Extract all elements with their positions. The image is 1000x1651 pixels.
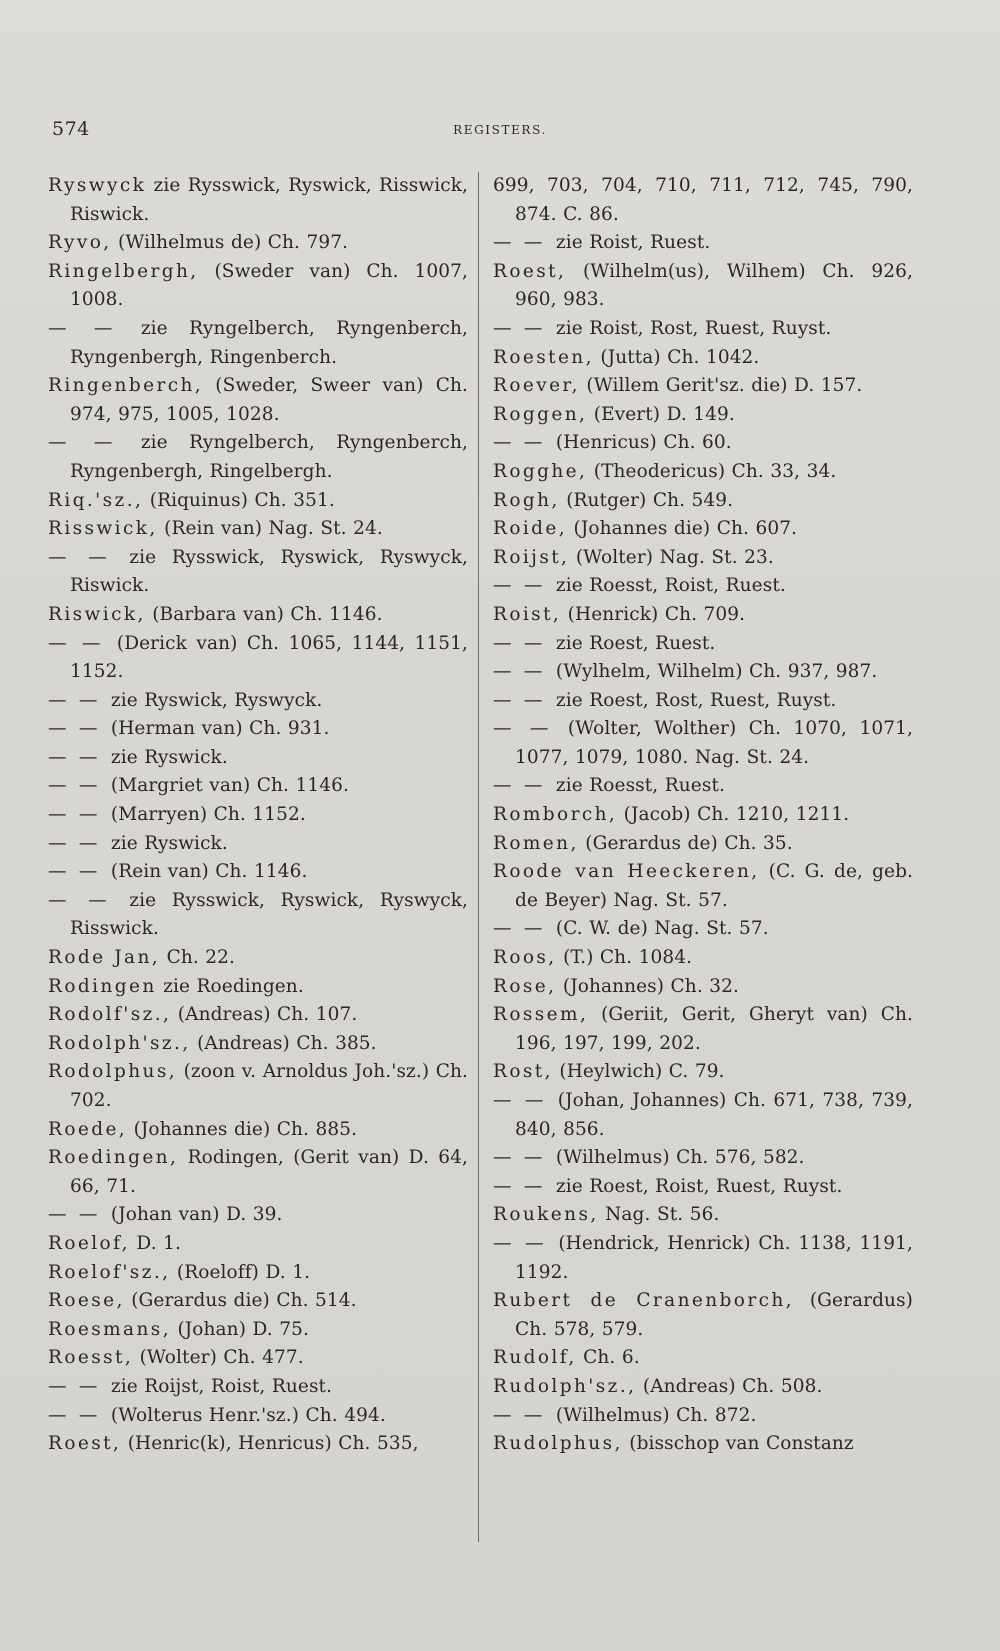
- page-number: 574: [52, 118, 90, 140]
- entry-reference: (zoon v. Arnoldus Joh.'sz.) Ch. 702.: [70, 1061, 468, 1111]
- entry-reference: D. 1.: [129, 1232, 182, 1254]
- index-entry: [48, 944, 468, 973]
- ditto-mark: — —: [48, 1404, 101, 1426]
- ditto-mark: — —: [48, 718, 101, 740]
- entry-reference: (Willem Gerit'sz. die) D. 157.: [579, 375, 863, 397]
- entry-reference: (Wylhelm, Wilhelm) Ch. 937, 987.: [549, 661, 878, 683]
- entry-reference: (Johan van) D. 39.: [104, 1204, 283, 1226]
- index-entry: [48, 544, 468, 601]
- index-entry: [48, 1430, 468, 1459]
- index-entry: [493, 1201, 913, 1230]
- entry-reference: (Evert) D. 149.: [587, 403, 735, 425]
- entry-reference: Nag. St. 56.: [598, 1204, 720, 1226]
- entry-reference: (Gerardus) Ch. 578, 579.: [515, 1290, 913, 1340]
- entry-reference: Rodingen, (Gerit van) D. 64, 66, 71.: [70, 1147, 468, 1197]
- ditto-mark: — —: [493, 1232, 547, 1254]
- index-entry: [48, 744, 468, 773]
- entry-reference: (Wolter, Wolther) Ch. 1070, 1071, 1077, 1079, 1080. Nag. St. 24.: [515, 718, 913, 768]
- entry-reference: (Hendrick, Henrick) Ch. 1138, 1191, 1192.: [515, 1232, 913, 1283]
- ditto-mark: — —: [493, 432, 546, 454]
- entry-reference: (Henrick) Ch. 709.: [561, 603, 746, 625]
- ditto-mark: — —: [493, 317, 546, 339]
- entry-reference: (Andreas) Ch. 385.: [190, 1032, 377, 1054]
- entry-reference: (Heylwich) C. 79.: [552, 1061, 725, 1083]
- index-entry: [493, 858, 913, 915]
- entry-name: Ringelbergh,: [48, 260, 199, 282]
- ditto-mark: — —: [493, 661, 546, 683]
- entry-name: Rodolphus,: [48, 1061, 178, 1083]
- entry-reference: (Margriet van) Ch. 1146.: [104, 775, 349, 797]
- ditto-mark: — —: [493, 775, 546, 797]
- entry-name: Riq.'sz.,: [48, 489, 144, 511]
- ditto-mark: — —: [48, 1375, 101, 1397]
- entry-reference: (Rutger) Ch. 549.: [559, 489, 734, 511]
- index-entry: [493, 1430, 913, 1459]
- index-entry: [493, 1230, 913, 1287]
- entry-name: Roide,: [493, 518, 568, 540]
- entry-name: Roest,: [48, 1433, 122, 1455]
- entry-name: Rogghe,: [493, 460, 588, 482]
- index-entry: [493, 944, 913, 973]
- entry-reference: (Sweder, Sweer van) Ch. 974, 975, 1005, 1028.: [70, 375, 468, 425]
- entry-reference: zie Roesst, Roist, Ruest.: [549, 575, 786, 597]
- ditto-mark: — —: [48, 832, 101, 854]
- entry-name: Roijst,: [493, 546, 570, 568]
- entry-reference: zie Ryswick.: [104, 746, 228, 768]
- entry-reference: zie Roist, Rost, Ruest, Ruyst.: [549, 317, 832, 339]
- entry-reference: zie Roest, Roist, Ruest, Ruyst.: [549, 1175, 843, 1197]
- index-entry: [493, 344, 913, 373]
- index-entry: [493, 458, 913, 487]
- index-entry: [493, 515, 913, 544]
- entry-reference: (Theodericus) Ch. 33, 34.: [587, 460, 837, 482]
- ditto-mark: — —: [48, 632, 104, 654]
- entry-name: Rubert de Cranenborch,: [493, 1290, 794, 1312]
- index-entry: [493, 1287, 913, 1344]
- index-entry: [493, 172, 913, 229]
- index-entry: [48, 858, 468, 887]
- ditto-mark: — —: [493, 1175, 546, 1197]
- index-entry: [493, 315, 913, 344]
- index-entry: [493, 915, 913, 944]
- index-column-left: [48, 172, 468, 1459]
- entry-name: Romborch,: [493, 804, 618, 826]
- entry-reference: (Andreas) Ch. 508.: [636, 1375, 823, 1397]
- index-entry: [48, 1344, 468, 1373]
- index-entry: [493, 601, 913, 630]
- ditto-mark: — —: [493, 718, 552, 740]
- index-entry: [493, 1373, 913, 1402]
- ditto-mark: — —: [493, 232, 546, 254]
- entry-name: Roode van Heeckeren,: [493, 861, 760, 883]
- entry-reference: (Rein van) Nag. St. 24.: [157, 518, 383, 540]
- entry-reference: (Johannes die) Ch. 607.: [567, 518, 798, 540]
- entry-reference: (Rein van) Ch. 1146.: [104, 861, 308, 883]
- index-entry: [493, 1144, 913, 1173]
- index-entry: [493, 1001, 913, 1058]
- entry-reference: zie Rysswick, Ryswick, Risswick, Riswick.: [70, 175, 468, 225]
- entry-reference: (Wolter) Ch. 477.: [133, 1347, 304, 1369]
- index-entry: [48, 1287, 468, 1316]
- index-entry: [48, 1058, 468, 1115]
- entry-reference: Ch. 22.: [160, 947, 236, 969]
- index-entry: [493, 630, 913, 659]
- entry-reference: (Geriit, Gerit, Gheryt van) Ch. 196, 197, 199, 202.: [515, 1004, 913, 1054]
- ditto-mark: — —: [48, 432, 116, 454]
- index-entry: [493, 1173, 913, 1202]
- index-entry: [48, 229, 468, 258]
- entry-reference: (Wolterus Henr.'sz.) Ch. 494.: [104, 1404, 386, 1426]
- entry-name: Rossem,: [493, 1004, 589, 1026]
- index-entry: [48, 772, 468, 801]
- entry-reference: (C. W. de) Nag. St. 57.: [549, 918, 769, 940]
- entry-reference: (bisschop van Constanz: [622, 1433, 854, 1455]
- index-entry: [493, 487, 913, 516]
- index-entry: [48, 1402, 468, 1431]
- ditto-mark: — —: [48, 775, 101, 797]
- index-entry: [493, 401, 913, 430]
- entry-name: Roese,: [48, 1290, 125, 1312]
- entry-name: Rogh,: [493, 489, 560, 511]
- entry-reference: zie Ryswick, Ryswyck.: [104, 689, 323, 711]
- entry-reference: (Johannes die) Ch. 885.: [127, 1118, 358, 1140]
- entry-name: Roest,: [493, 260, 567, 282]
- entry-name: Roist,: [493, 603, 562, 625]
- index-entry: [48, 601, 468, 630]
- entry-reference: (Johan) D. 75.: [170, 1318, 309, 1340]
- ditto-mark: — —: [48, 1204, 101, 1226]
- index-entry: [48, 487, 468, 516]
- entry-name: Ryvo,: [48, 232, 112, 254]
- entry-reference: zie Roest, Rost, Ruest, Ruyst.: [549, 689, 837, 711]
- index-entry: [48, 715, 468, 744]
- entry-name: Roesten,: [493, 346, 594, 368]
- index-entry: [493, 658, 913, 687]
- entry-reference: zie Ryngelberch, Ryngenberch, Ryngenbergh, Ringelbergh.: [70, 432, 468, 482]
- entry-reference: (Gerardus de) Ch. 35.: [578, 832, 793, 854]
- entry-reference: (Wilhelmus de) Ch. 797.: [111, 232, 349, 254]
- index-entry: [48, 1116, 468, 1145]
- entry-name: Romen,: [493, 832, 579, 854]
- entry-reference: (Marryen) Ch. 1152.: [104, 804, 306, 826]
- ditto-mark: — —: [493, 689, 546, 711]
- entry-reference: (Wilhelmus) Ch. 576, 582.: [549, 1147, 805, 1169]
- entry-reference: (Johannes) Ch. 32.: [556, 975, 740, 997]
- index-entry: [48, 372, 468, 429]
- index-entry: [48, 630, 468, 687]
- entry-name: Roesmans,: [48, 1318, 171, 1340]
- index-entry: [493, 715, 913, 772]
- index-entry: [48, 1201, 468, 1230]
- index-entry: [48, 315, 468, 372]
- index-entry: [493, 1344, 913, 1373]
- entry-reference: zie Rysswick, Ryswick, Ryswyck, Riswick.: [70, 546, 468, 597]
- index-entry: [48, 830, 468, 859]
- entry-name: Roelof,: [48, 1232, 130, 1254]
- entry-reference: zie Ryswick.: [104, 832, 228, 854]
- index-entry: [48, 801, 468, 830]
- entry-name: Roos,: [493, 947, 557, 969]
- entry-name: Roelof'sz.,: [48, 1261, 171, 1283]
- index-entry: [493, 1402, 913, 1431]
- entry-reference: zie Roedingen.: [156, 975, 304, 997]
- ditto-mark: — —: [48, 746, 101, 768]
- ditto-mark: — —: [48, 689, 101, 711]
- entry-reference: 699, 703, 704, 710, 711, 712, 745, 790, 874. C. 86.: [493, 175, 913, 225]
- entry-name: Ringenberch,: [48, 375, 204, 397]
- entry-name: Rode Jan,: [48, 947, 161, 969]
- index-entry: [48, 515, 468, 544]
- entry-reference: zie Roesst, Ruest.: [549, 775, 725, 797]
- index-entry: [493, 1058, 913, 1087]
- entry-reference: (Herman van) Ch. 931.: [104, 718, 330, 740]
- entry-reference: (Jacob) Ch. 1210, 1211.: [617, 804, 850, 826]
- entry-name: Roggen,: [493, 403, 588, 425]
- entry-name: Rost,: [493, 1061, 553, 1083]
- entry-name: Roede,: [48, 1118, 128, 1140]
- index-entry: [493, 258, 913, 315]
- index-entry: [48, 973, 468, 1002]
- entry-reference: zie Ryngelberch, Ryngenberch, Ryngenbergh, Ringenberch.: [70, 317, 468, 368]
- ditto-mark: — —: [48, 546, 110, 568]
- entry-name: Roedingen,: [48, 1147, 179, 1169]
- running-head: REGISTERS.: [453, 123, 547, 137]
- entry-name: Rose,: [493, 975, 557, 997]
- entry-reference: (Johan, Johannes) Ch. 671, 738, 739, 840, 856.: [515, 1090, 913, 1140]
- index-entry: [48, 1259, 468, 1288]
- entry-name: Rodingen: [48, 975, 157, 997]
- entry-name: Roesst,: [48, 1347, 134, 1369]
- ditto-mark: — —: [48, 861, 101, 883]
- entry-reference: (Henric(k), Henricus) Ch. 535,: [121, 1433, 419, 1455]
- entry-reference: zie Roijst, Roist, Ruest.: [104, 1375, 333, 1397]
- index-entry: [48, 258, 468, 315]
- entry-name: Ryswyck: [48, 175, 147, 196]
- ditto-mark: — —: [493, 1404, 546, 1426]
- index-entry: [493, 772, 913, 801]
- ditto-mark: — —: [48, 804, 101, 826]
- entry-reference: (Henricus) Ch. 60.: [549, 432, 732, 454]
- index-entry: [48, 687, 468, 716]
- index-entry: [48, 1001, 468, 1030]
- index-entry: [48, 1373, 468, 1402]
- index-entry: [493, 544, 913, 573]
- ditto-mark: — —: [493, 918, 546, 940]
- ditto-mark: — —: [493, 1090, 547, 1111]
- entry-reference: zie Roist, Ruest.: [549, 232, 711, 254]
- index-entry: [48, 1144, 468, 1201]
- entry-reference: (Wilhelmus) Ch. 872.: [549, 1404, 757, 1426]
- entry-reference: zie Roest, Ruest.: [549, 632, 716, 654]
- ditto-mark: — —: [493, 1147, 546, 1169]
- entry-name: Rudolf,: [493, 1347, 577, 1369]
- entry-reference: Ch. 6.: [576, 1347, 640, 1369]
- index-entry: [493, 801, 913, 830]
- index-entry: [48, 1316, 468, 1345]
- index-entry: [493, 229, 913, 258]
- ditto-mark: — —: [493, 632, 546, 654]
- index-entry: [48, 172, 468, 229]
- index-entry: [48, 887, 468, 944]
- entry-reference: (Jutta) Ch. 1042.: [593, 346, 760, 368]
- entry-reference: (Sweder van) Ch. 1007, 1008.: [70, 260, 468, 311]
- entry-name: Rudolph'sz.,: [493, 1375, 637, 1397]
- entry-reference: (Riquinus) Ch. 351.: [143, 489, 335, 511]
- entry-reference: (T.) Ch. 1084.: [556, 947, 693, 969]
- entry-name: Risswick,: [48, 518, 158, 540]
- entry-reference: (Barbara van) Ch. 1146.: [145, 603, 383, 625]
- entry-name: Rodolph'sz.,: [48, 1032, 191, 1054]
- index-entry: [493, 1087, 913, 1144]
- entry-reference: zie Rysswick, Ryswick, Ryswyck, Risswick.: [70, 889, 468, 940]
- index-entry: [48, 1030, 468, 1059]
- entry-reference: (Gerardus die) Ch. 514.: [124, 1290, 357, 1312]
- entry-reference: (Derick van) Ch. 1065, 1144, 1151, 1152.: [70, 632, 468, 683]
- entry-reference: (Andreas) Ch. 107.: [171, 1004, 358, 1026]
- entry-name: Roever,: [493, 375, 580, 397]
- index-entry: [48, 429, 468, 486]
- entry-name: Rodolf'sz.,: [48, 1004, 172, 1026]
- index-entry: [493, 429, 913, 458]
- index-entry: [493, 830, 913, 859]
- entry-reference: (Roeloff) D. 1.: [170, 1261, 311, 1283]
- ditto-mark: — —: [48, 889, 110, 911]
- index-entry: [493, 687, 913, 716]
- index-column-right: [493, 172, 913, 1459]
- entry-reference: (Wilhelm(us), Wilhem) Ch. 926, 960, 983.: [515, 260, 913, 311]
- ditto-mark: — —: [48, 317, 116, 339]
- entry-name: Rudolphus,: [493, 1433, 623, 1455]
- index-entry: [493, 372, 913, 401]
- index-entry: [48, 1230, 468, 1259]
- ditto-mark: — —: [493, 575, 546, 597]
- index-entry: [493, 973, 913, 1002]
- column-divider: [478, 172, 479, 1542]
- index-entry: [493, 572, 913, 601]
- entry-reference: (Wolter) Nag. St. 23.: [569, 546, 774, 568]
- entry-reference: (C. G. de, geb. de Beyer) Nag. St. 57.: [515, 861, 913, 911]
- entry-name: Riswick,: [48, 603, 146, 625]
- entry-name: Roukens,: [493, 1204, 599, 1226]
